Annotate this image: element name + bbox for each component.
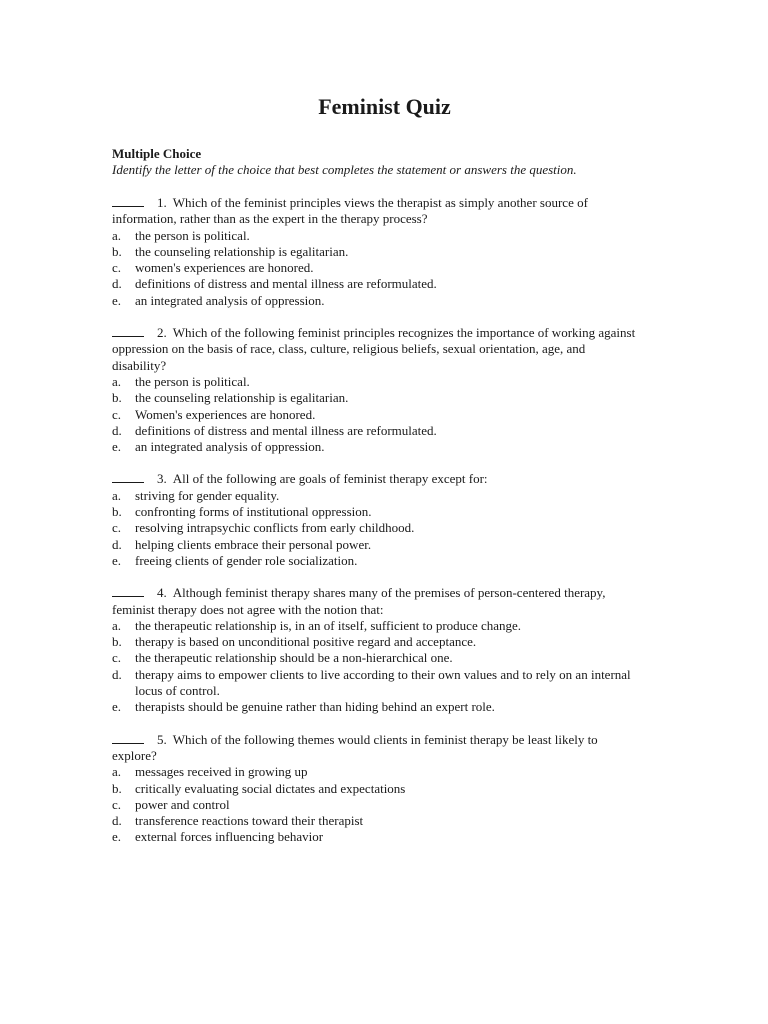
answer-blank (112, 325, 144, 337)
choice-letter: b. (112, 243, 122, 259)
choice-text: striving for gender equality. (135, 487, 280, 503)
choice-letter: c. (112, 406, 122, 422)
choice-b (112, 504, 642, 520)
choice-e (112, 699, 642, 715)
choice-letter: d. (112, 666, 122, 682)
choice-letter: e. (112, 292, 122, 308)
section-instructions: Identify the letter of the choice that best completes the statement or answers the question. (112, 162, 577, 177)
choice-letter: d. (112, 536, 122, 552)
question-3 (112, 471, 642, 569)
choice-b (112, 634, 642, 650)
choice-b (112, 244, 642, 260)
choice-list (112, 374, 642, 455)
choice-letter: d. (112, 422, 122, 438)
question-2 (112, 325, 642, 455)
choice-letter: e. (112, 699, 122, 715)
question-text: All of the following are goals of feminist therapy except for: (172, 471, 488, 487)
question-number: 1. (157, 195, 167, 210)
choice-d (112, 667, 642, 700)
choice-letter: a. (112, 617, 122, 633)
question-4 (112, 585, 642, 715)
answer-blank (112, 732, 144, 744)
choice-letter: b. (112, 504, 122, 520)
choice-letter: d. (112, 813, 122, 829)
question-number: 3. (157, 471, 167, 487)
choice-text: messages received in growing up (135, 764, 308, 780)
choice-letter: e. (112, 439, 122, 455)
choice-text: power and control (135, 796, 230, 812)
choice-e (112, 553, 642, 569)
choice-letter: c. (112, 796, 122, 812)
question-stem (112, 585, 642, 618)
answer-blank (112, 585, 144, 597)
choice-list (112, 228, 642, 309)
choice-text: the counseling relationship is egalitarian. (135, 390, 349, 406)
choice-text: definitions of distress and mental illness are reformulated. (135, 276, 437, 292)
section-heading: Multiple Choice (112, 146, 202, 161)
choice-a (112, 228, 642, 244)
choice-letter: b. (112, 634, 122, 650)
choice-text: an integrated analysis of oppression. (135, 292, 325, 308)
choice-letter: c. (112, 650, 122, 666)
choice-a (112, 488, 642, 504)
choice-letter: a. (112, 373, 122, 389)
answer-blank (112, 195, 144, 207)
choice-d (112, 813, 642, 829)
choice-c (112, 520, 642, 536)
choice-d (112, 537, 642, 553)
choice-text: the therapeutic relationship is, in an of itself, sufficient to produce change. (135, 617, 522, 633)
choice-letter: e. (112, 829, 122, 845)
choice-a (112, 764, 642, 780)
choice-text: external forces influencing behavior (135, 829, 324, 845)
question-stem (112, 471, 642, 487)
choice-text: confronting forms of institutional oppression. (135, 504, 372, 520)
choice-text: Women's experiences are honored. (135, 406, 316, 422)
question-number: 4. (157, 585, 167, 601)
choice-c (112, 407, 642, 423)
question-text: Which of the following themes would clients in feminist therapy be least likely to explore? (112, 731, 598, 763)
choice-list (112, 618, 642, 716)
choice-text: therapy aims to empower clients to live according to their own values and to rely on an internal locus of control. (135, 666, 631, 699)
choice-list (112, 488, 642, 569)
choice-text: transference reactions toward their therapist (135, 813, 364, 829)
choice-text: the counseling relationship is egalitarian. (135, 243, 349, 259)
choice-letter: a. (112, 487, 122, 503)
choice-a (112, 374, 642, 390)
choice-letter: c. (112, 260, 122, 276)
choice-e (112, 829, 642, 845)
choice-text: therapists should be genuine rather than hiding behind an expert role. (135, 699, 495, 715)
question-number: 2. (157, 325, 167, 341)
question-number: 5. (157, 731, 167, 747)
choice-letter: b. (112, 780, 122, 796)
choice-text: resolving intrapsychic conflicts from early childhood. (135, 520, 415, 536)
choice-letter: d. (112, 276, 122, 292)
choice-a (112, 618, 642, 634)
choice-b (112, 781, 642, 797)
choice-text: the person is political. (135, 227, 250, 243)
choice-c (112, 797, 642, 813)
choice-letter: c. (112, 520, 122, 536)
choice-letter: a. (112, 227, 122, 243)
question-text: Although feminist therapy shares many of the premises of person-centered therapy, feminist therapy does not agree with the notion that: (112, 585, 606, 617)
choice-letter: b. (112, 390, 122, 406)
choice-c (112, 650, 642, 666)
choice-d (112, 423, 642, 439)
question-text: Which of the feminist principles views the therapist as simply another source of information, rather than as the expert in the therapy process? (112, 195, 588, 227)
choice-text: critically evaluating social dictates and expectations (135, 780, 406, 796)
choice-e (112, 293, 642, 309)
choice-text: helping clients embrace their personal power. (135, 536, 372, 552)
question-5 (112, 732, 642, 846)
choice-text: the therapeutic relationship should be a non-hierarchical one. (135, 650, 453, 666)
choice-text: an integrated analysis of oppression. (135, 439, 325, 455)
question-stem (112, 732, 642, 765)
question-1 (112, 195, 642, 309)
choice-text: the person is political. (135, 373, 250, 389)
choice-text: women's experiences are honored. (135, 260, 314, 276)
choice-text: definitions of distress and mental illness are reformulated. (135, 422, 437, 438)
question-text: Which of the following feminist principles recognizes the importance of working against oppression on the basis of race, class, culture, religious beliefs, sexual orientation, age, and disability? (112, 325, 636, 373)
page-title: Feminist Quiz (318, 94, 451, 119)
choice-letter: e. (112, 552, 122, 568)
choice-e (112, 439, 642, 455)
choice-text: therapy is based on unconditional positive regard and acceptance. (135, 634, 477, 650)
question-list (112, 195, 642, 862)
choice-text: freeing clients of gender role socialization. (135, 552, 358, 568)
choice-b (112, 390, 642, 406)
question-stem (112, 325, 642, 374)
choice-c (112, 260, 642, 276)
choice-d (112, 276, 642, 292)
choice-list (112, 764, 642, 845)
section-header (112, 146, 642, 178)
choice-letter: a. (112, 764, 122, 780)
answer-blank (112, 471, 144, 483)
question-stem (112, 195, 642, 228)
